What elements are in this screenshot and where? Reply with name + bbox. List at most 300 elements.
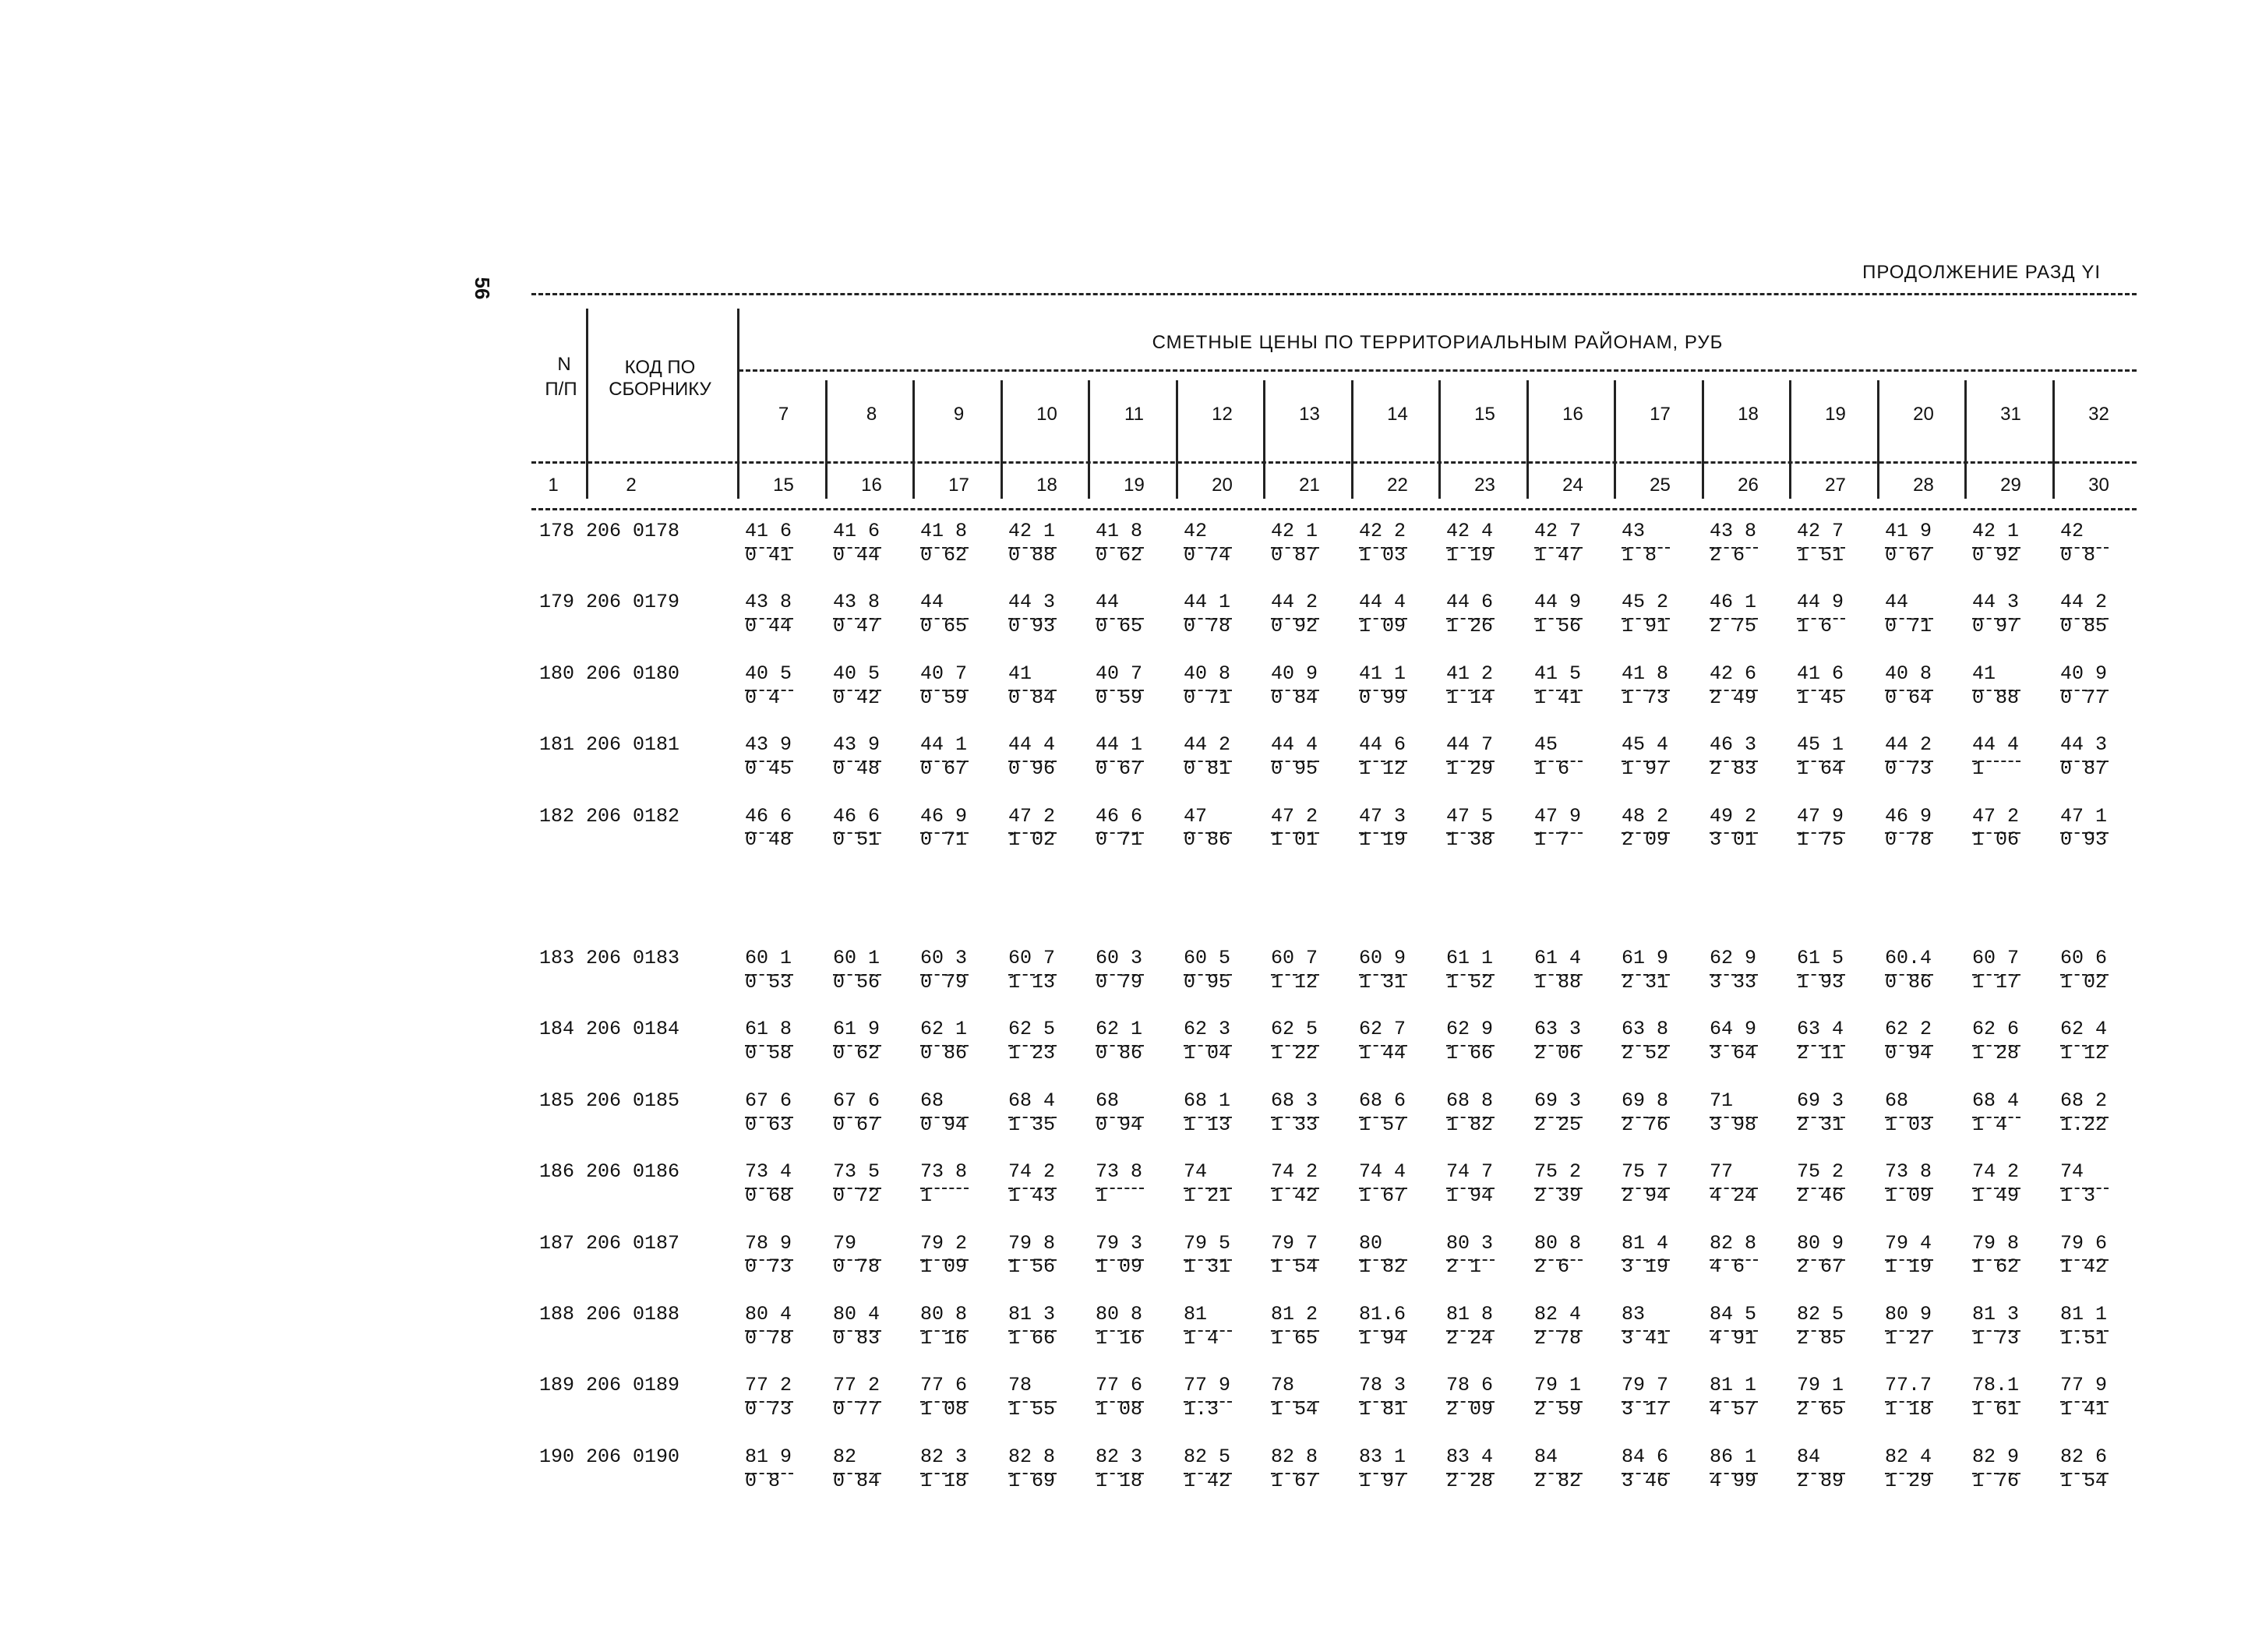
- price-cell: 1 62: [1972, 1255, 2020, 1278]
- price-cell: 1: [1096, 1184, 1108, 1207]
- price-cell: 43 9: [833, 733, 881, 756]
- price-cell: 1 12: [1271, 971, 1318, 994]
- price-cell: 44 3: [2060, 733, 2108, 756]
- header-code-line2: СБОРНИКУ: [609, 379, 711, 400]
- price-cell: 60 5: [1184, 947, 1231, 969]
- price-cell: 1 45: [1797, 687, 1844, 709]
- price-cell: 1 44: [1359, 1042, 1406, 1064]
- price-cell: 1 21: [1184, 1184, 1231, 1207]
- price-cell: 74: [1184, 1160, 1208, 1183]
- price-cell: 1 64: [1797, 757, 1844, 780]
- price-cell: 0 4: [745, 687, 781, 709]
- price-cell: 0 83: [833, 1327, 881, 1350]
- price-cell: 0 51: [833, 828, 881, 851]
- price-cell: 0 67: [833, 1114, 881, 1136]
- price-cell: 73 4: [745, 1160, 792, 1183]
- price-cell: 2 09: [1446, 1398, 1494, 1421]
- price-cell: 77 6: [1096, 1374, 1143, 1396]
- price-cell: 1 13: [1008, 971, 1056, 994]
- price-cell: 1 18: [920, 1470, 968, 1492]
- price-cell: 46 6: [1096, 805, 1143, 828]
- price-cell: 82 3: [1096, 1446, 1143, 1468]
- price-cell: 2 78: [1534, 1327, 1582, 1350]
- header-code-line1: КОД ПО: [624, 357, 696, 378]
- price-cell: 60 9: [1359, 947, 1406, 969]
- price-cell: 60 6: [2060, 947, 2108, 969]
- price-cell: 62 9: [1710, 947, 1757, 969]
- header-divider: [1438, 380, 1441, 499]
- price-cell: 69 3: [1534, 1089, 1582, 1112]
- price-cell: 1.3: [1184, 1398, 1219, 1421]
- price-cell: 1 29: [1446, 757, 1494, 780]
- column-number: 21: [1299, 475, 1320, 496]
- price-cell: 2 1: [1446, 1255, 1482, 1278]
- price-cell: 44 6: [1446, 591, 1494, 613]
- price-cell: 0 8: [745, 1470, 781, 1492]
- price-cell: 62 1: [920, 1018, 968, 1040]
- price-cell: 1 57: [1359, 1114, 1406, 1136]
- price-cell: 45 2: [1622, 591, 1669, 613]
- price-cell: 41 1: [1359, 662, 1406, 685]
- price-cell: 2 65: [1797, 1398, 1844, 1421]
- price-cell: 1 6: [1797, 615, 1833, 637]
- price-cell: 1 09: [1359, 615, 1406, 637]
- price-cell: 2 24: [1446, 1327, 1494, 1350]
- price-cell: 41 8: [920, 520, 968, 542]
- price-cell: 44 1: [1096, 733, 1143, 756]
- price-cell: 62 1: [1096, 1018, 1143, 1040]
- price-cell: 79 5: [1184, 1232, 1231, 1255]
- price-cell: 40 8: [1184, 662, 1231, 685]
- price-cell: 0 99: [1359, 687, 1406, 709]
- price-cell: 78 6: [1446, 1374, 1494, 1396]
- price-cell: 1 65: [1271, 1327, 1318, 1350]
- price-cell: 0 72: [833, 1184, 881, 1207]
- column-number: 23: [1474, 475, 1495, 496]
- price-cell: 46 6: [745, 805, 792, 828]
- price-cell: 0 63: [745, 1114, 792, 1136]
- price-cell: 83: [1622, 1303, 1646, 1325]
- column-number: 18: [1036, 475, 1057, 496]
- header-divider: [586, 309, 588, 499]
- price-cell: 41 6: [1797, 662, 1844, 685]
- price-cell: 42 7: [1797, 520, 1844, 542]
- price-cell: 60 7: [1972, 947, 2020, 969]
- table-rule: [531, 293, 2137, 295]
- price-cell: 2 82: [1534, 1470, 1582, 1492]
- price-cell: 2 11: [1797, 1042, 1844, 1064]
- price-cell: 1 18: [1885, 1398, 1932, 1421]
- header-divider: [1526, 380, 1529, 499]
- price-cell: 1 26: [1446, 615, 1494, 637]
- price-cell: 82 8: [1710, 1232, 1757, 1255]
- price-cell: 0 81: [1184, 757, 1231, 780]
- region-column-header: 14: [1387, 404, 1408, 425]
- price-cell: 0 67: [920, 757, 968, 780]
- column-number: 15: [773, 475, 794, 496]
- price-cell: 2 67: [1797, 1255, 1844, 1278]
- column-number: 25: [1650, 475, 1671, 496]
- header-title: СМЕТНЫЕ ЦЕНЫ ПО ТЕРРИТОРИАЛЬНЫМ РАЙОНАМ, РУБ: [1152, 332, 1724, 353]
- price-cell: 1 38: [1446, 828, 1494, 851]
- price-cell: 68: [1885, 1089, 1909, 1112]
- price-cell: 0 95: [1184, 971, 1231, 994]
- price-cell: 0 92: [1271, 615, 1318, 637]
- price-cell: 62 2: [1885, 1018, 1932, 1040]
- price-cell: 0 59: [920, 687, 968, 709]
- row-label: 179 206 0179: [539, 591, 680, 613]
- price-cell: 44 2: [2060, 591, 2108, 613]
- price-cell: 3 19: [1622, 1255, 1669, 1278]
- price-cell: 1.51: [2060, 1327, 2108, 1350]
- column-number: 28: [1913, 475, 1934, 496]
- price-cell: 1 94: [1446, 1184, 1494, 1207]
- price-cell: 80 9: [1797, 1232, 1844, 1255]
- region-column-header: 32: [2088, 404, 2109, 425]
- price-cell: 0 92: [1972, 544, 2020, 567]
- price-cell: 84 5: [1710, 1303, 1757, 1325]
- price-cell: 78: [1008, 1374, 1032, 1396]
- price-cell: 0 95: [1271, 757, 1318, 780]
- price-cell: 0 78: [1184, 615, 1231, 637]
- price-cell: 82 8: [1271, 1446, 1318, 1468]
- price-cell: 80 8: [1534, 1232, 1582, 1255]
- price-cell: 41 8: [1096, 520, 1143, 542]
- price-cell: 1 94: [1359, 1327, 1406, 1350]
- price-cell: 0 78: [745, 1327, 792, 1350]
- price-cell: 0 48: [833, 757, 881, 780]
- price-cell: 1 06: [1972, 828, 2020, 851]
- header-divider: [1351, 380, 1353, 499]
- section-title: ПРОДОЛЖЕНИЕ РАЗД YI: [1862, 262, 2101, 283]
- price-cell: 1 8: [1622, 544, 1657, 567]
- region-column-header: 16: [1562, 404, 1583, 425]
- price-cell: 0 71: [1184, 687, 1231, 709]
- price-cell: 1 28: [1972, 1042, 2020, 1064]
- price-cell: 1 12: [1359, 757, 1406, 780]
- price-cell: 2 6: [1710, 544, 1745, 567]
- price-cell: 0 71: [920, 828, 968, 851]
- price-cell: 0 94: [920, 1114, 968, 1136]
- price-cell: 44 1: [1184, 591, 1231, 613]
- price-cell: 77: [1710, 1160, 1734, 1183]
- price-cell: 42 4: [1446, 520, 1494, 542]
- price-cell: 0 71: [1885, 615, 1932, 637]
- price-cell: 44 4: [1972, 733, 2020, 756]
- price-cell: 2 25: [1534, 1114, 1582, 1136]
- price-cell: 41: [1972, 662, 1996, 685]
- price-cell: 0 53: [745, 971, 792, 994]
- price-cell: 43 9: [745, 733, 792, 756]
- price-cell: 0 62: [920, 544, 968, 567]
- price-cell: 62 5: [1271, 1018, 1318, 1040]
- price-cell: 0 44: [745, 615, 792, 637]
- price-cell: 79 2: [920, 1232, 968, 1255]
- price-cell: 1 75: [1797, 828, 1844, 851]
- price-cell: 60.4: [1885, 947, 1932, 969]
- price-cell: 42: [2060, 520, 2084, 542]
- price-cell: 0 58: [745, 1042, 792, 1064]
- price-cell: 45: [1534, 733, 1558, 756]
- price-cell: 1 31: [1359, 971, 1406, 994]
- price-cell: 68 3: [1271, 1089, 1318, 1112]
- price-cell: 42 1: [1008, 520, 1056, 542]
- price-cell: 68: [920, 1089, 944, 1112]
- price-cell: 82: [833, 1446, 857, 1468]
- price-cell: 1 67: [1359, 1184, 1406, 1207]
- price-cell: 1 61: [1972, 1398, 2020, 1421]
- price-cell: 61 9: [1622, 947, 1669, 969]
- header-divider: [1001, 380, 1003, 499]
- row-label: 181 206 0181: [539, 733, 680, 756]
- price-cell: 1 04: [1184, 1042, 1231, 1064]
- column-number: 30: [2088, 475, 2109, 496]
- price-cell: 77 9: [2060, 1374, 2108, 1396]
- price-cell: 46 6: [833, 805, 881, 828]
- region-column-header: 15: [1474, 404, 1495, 425]
- price-cell: 81: [1184, 1303, 1208, 1325]
- price-cell: 4 99: [1710, 1470, 1757, 1492]
- price-cell: 3 46: [1622, 1470, 1669, 1492]
- price-cell: 1 12: [2060, 1042, 2108, 1064]
- price-cell: 1 16: [920, 1327, 968, 1350]
- price-cell: 1.22: [2060, 1114, 2108, 1136]
- price-cell: 4 24: [1710, 1184, 1757, 1207]
- region-column-header: 7: [778, 404, 789, 425]
- header-divider: [1614, 380, 1616, 499]
- price-cell: 68 6: [1359, 1089, 1406, 1112]
- price-cell: 0 68: [745, 1184, 792, 1207]
- price-cell: 2 94: [1622, 1184, 1669, 1207]
- price-cell: 74 2: [1008, 1160, 1056, 1183]
- price-cell: 79 1: [1534, 1374, 1582, 1396]
- price-cell: 81.6: [1359, 1303, 1406, 1325]
- price-cell: 0 85: [2060, 615, 2108, 637]
- price-cell: 47 1: [2060, 805, 2108, 828]
- price-cell: 1 91: [1622, 615, 1669, 637]
- table-rule: [531, 461, 2137, 464]
- price-cell: 2 75: [1710, 615, 1757, 637]
- price-cell: 62 4: [2060, 1018, 2108, 1040]
- price-cell: 79 1: [1797, 1374, 1844, 1396]
- column-number: 27: [1825, 475, 1846, 496]
- price-cell: 1 27: [1885, 1327, 1932, 1350]
- column-number: 29: [2000, 475, 2021, 496]
- price-cell: 63 4: [1797, 1018, 1844, 1040]
- price-cell: 1 81: [1359, 1398, 1406, 1421]
- row-label: 186 206 0186: [539, 1160, 680, 1183]
- price-cell: 0 71: [1096, 828, 1143, 851]
- price-cell: 1 08: [920, 1398, 968, 1421]
- price-cell: 0 94: [1885, 1042, 1932, 1064]
- price-cell: 41 2: [1446, 662, 1494, 685]
- price-cell: 40 9: [2060, 662, 2108, 685]
- price-cell: 0 73: [745, 1255, 792, 1278]
- price-cell: 60 1: [833, 947, 881, 969]
- price-cell: 44: [1885, 591, 1909, 613]
- price-cell: 61 1: [1446, 947, 1494, 969]
- price-cell: 75 2: [1797, 1160, 1844, 1183]
- price-cell: 62 5: [1008, 1018, 1056, 1040]
- price-cell: 43 8: [833, 591, 881, 613]
- price-cell: 0 84: [1271, 687, 1318, 709]
- price-cell: 2 09: [1622, 828, 1669, 851]
- row-label: 188 206 0188: [539, 1303, 680, 1325]
- price-cell: 1 02: [1008, 828, 1056, 851]
- price-cell: 41: [1008, 662, 1032, 685]
- price-cell: 82 8: [1008, 1446, 1056, 1468]
- column-number: 1: [548, 475, 559, 496]
- region-column-header: 18: [1738, 404, 1759, 425]
- table-rule: [739, 369, 2137, 372]
- price-cell: 48 2: [1622, 805, 1669, 828]
- price-cell: 68: [1096, 1089, 1120, 1112]
- price-cell: 1 22: [1271, 1042, 1318, 1064]
- price-cell: 80: [1359, 1232, 1383, 1255]
- price-cell: 49 2: [1710, 805, 1757, 828]
- price-cell: 0 87: [2060, 757, 2108, 780]
- price-cell: 2 59: [1534, 1398, 1582, 1421]
- price-cell: 1 76: [1972, 1470, 2020, 1492]
- price-cell: 1 29: [1885, 1470, 1932, 1492]
- price-cell: 68 4: [1008, 1089, 1056, 1112]
- header-divider: [1702, 380, 1704, 499]
- price-cell: 67 6: [833, 1089, 881, 1112]
- price-cell: 43 8: [1710, 520, 1757, 542]
- price-cell: 83 1: [1359, 1446, 1406, 1468]
- header-pp: П/П: [545, 379, 577, 400]
- price-cell: 0 73: [1885, 757, 1932, 780]
- price-cell: 3 33: [1710, 971, 1757, 994]
- price-cell: 1: [1972, 757, 1985, 780]
- price-cell: 0 67: [1885, 544, 1932, 567]
- price-cell: 62 7: [1359, 1018, 1406, 1040]
- price-cell: 0 86: [1184, 828, 1231, 851]
- price-cell: 62 3: [1184, 1018, 1231, 1040]
- price-cell: 0 45: [745, 757, 792, 780]
- price-cell: 1 03: [1359, 544, 1406, 567]
- region-column-header: 19: [1825, 404, 1846, 425]
- price-cell: 47 5: [1446, 805, 1494, 828]
- region-column-header: 31: [2000, 404, 2021, 425]
- row-label: 184 206 0184: [539, 1018, 680, 1040]
- price-cell: 1 42: [1271, 1184, 1318, 1207]
- price-cell: 1 19: [1885, 1255, 1932, 1278]
- price-cell: 0 56: [833, 971, 881, 994]
- price-cell: 1 42: [2060, 1255, 2108, 1278]
- price-cell: 1 56: [1534, 615, 1582, 637]
- price-cell: 42 6: [1710, 662, 1757, 685]
- price-cell: 47 3: [1359, 805, 1406, 828]
- price-cell: 0 62: [1096, 544, 1143, 567]
- price-cell: 73 8: [1096, 1160, 1143, 1183]
- price-cell: 1 7: [1534, 828, 1570, 851]
- header-divider: [1877, 380, 1879, 499]
- price-cell: 44 2: [1184, 733, 1231, 756]
- price-cell: 82 4: [1534, 1303, 1582, 1325]
- header-divider: [1964, 380, 1967, 499]
- price-cell: 1 42: [1184, 1470, 1231, 1492]
- price-cell: 81 1: [1710, 1374, 1757, 1396]
- price-cell: 1 82: [1446, 1114, 1494, 1136]
- price-cell: 43 8: [745, 591, 792, 613]
- price-cell: 82 6: [2060, 1446, 2108, 1468]
- column-number: 19: [1124, 475, 1145, 496]
- price-cell: 73 8: [1885, 1160, 1932, 1183]
- price-cell: 2 46: [1797, 1184, 1844, 1207]
- price-cell: 77.7: [1885, 1374, 1932, 1396]
- price-cell: 1 73: [1972, 1327, 2020, 1350]
- header-divider: [1176, 380, 1178, 499]
- price-cell: 0 74: [1184, 544, 1231, 567]
- region-column-header: 10: [1036, 404, 1057, 425]
- price-cell: 47 2: [1972, 805, 2020, 828]
- price-cell: 1 23: [1008, 1042, 1056, 1064]
- price-cell: 1: [920, 1184, 933, 1207]
- price-cell: 1 09: [920, 1255, 968, 1278]
- price-cell: 60 7: [1008, 947, 1056, 969]
- region-column-header: 9: [953, 404, 965, 425]
- price-cell: 41 6: [833, 520, 881, 542]
- header-divider: [2052, 380, 2055, 499]
- row-label: 180 206 0180: [539, 662, 680, 685]
- region-column-header: 13: [1299, 404, 1320, 425]
- price-cell: 1 97: [1622, 757, 1669, 780]
- price-cell: 0 42: [833, 687, 881, 709]
- price-cell: 1 03: [1885, 1114, 1932, 1136]
- price-cell: 62 6: [1972, 1018, 2020, 1040]
- price-cell: 79 6: [2060, 1232, 2108, 1255]
- price-cell: 44 9: [1797, 591, 1844, 613]
- price-cell: 1 66: [1446, 1042, 1494, 1064]
- price-cell: 77 2: [833, 1374, 881, 1396]
- price-cell: 78: [1271, 1374, 1295, 1396]
- price-cell: 81 9: [745, 1446, 792, 1468]
- price-cell: 61 8: [745, 1018, 792, 1040]
- price-cell: 1 01: [1271, 828, 1318, 851]
- price-cell: 2 76: [1622, 1114, 1669, 1136]
- price-cell: 44 3: [1008, 591, 1056, 613]
- price-cell: 60 1: [745, 947, 792, 969]
- price-cell: 0 73: [745, 1398, 792, 1421]
- price-cell: 80 8: [1096, 1303, 1143, 1325]
- price-cell: 1 66: [1008, 1327, 1056, 1350]
- price-cell: 1 35: [1008, 1114, 1056, 1136]
- column-number: 24: [1562, 475, 1583, 496]
- price-cell: 1 43: [1008, 1184, 1056, 1207]
- price-cell: 1 69: [1008, 1470, 1056, 1492]
- price-cell: 0 86: [1885, 971, 1932, 994]
- price-cell: 1 14: [1446, 687, 1494, 709]
- price-cell: 4 57: [1710, 1398, 1757, 1421]
- price-cell: 81 8: [1446, 1303, 1494, 1325]
- price-cell: 45 4: [1622, 733, 1669, 756]
- price-cell: 81 1: [2060, 1303, 2108, 1325]
- price-cell: 79 8: [1008, 1232, 1056, 1255]
- price-cell: 1 33: [1271, 1114, 1318, 1136]
- price-cell: 79 3: [1096, 1232, 1143, 1255]
- price-cell: 81 3: [1008, 1303, 1056, 1325]
- price-cell: 2 39: [1534, 1184, 1582, 1207]
- price-cell: 80 4: [833, 1303, 881, 1325]
- price-cell: 75 2: [1534, 1160, 1582, 1183]
- price-cell: 78.1: [1972, 1374, 2020, 1396]
- price-cell: 82 5: [1184, 1446, 1231, 1468]
- price-cell: 0 88: [1008, 544, 1056, 567]
- price-cell: 75 7: [1622, 1160, 1669, 1183]
- price-cell: 1 6: [1534, 757, 1570, 780]
- price-cell: 62 9: [1446, 1018, 1494, 1040]
